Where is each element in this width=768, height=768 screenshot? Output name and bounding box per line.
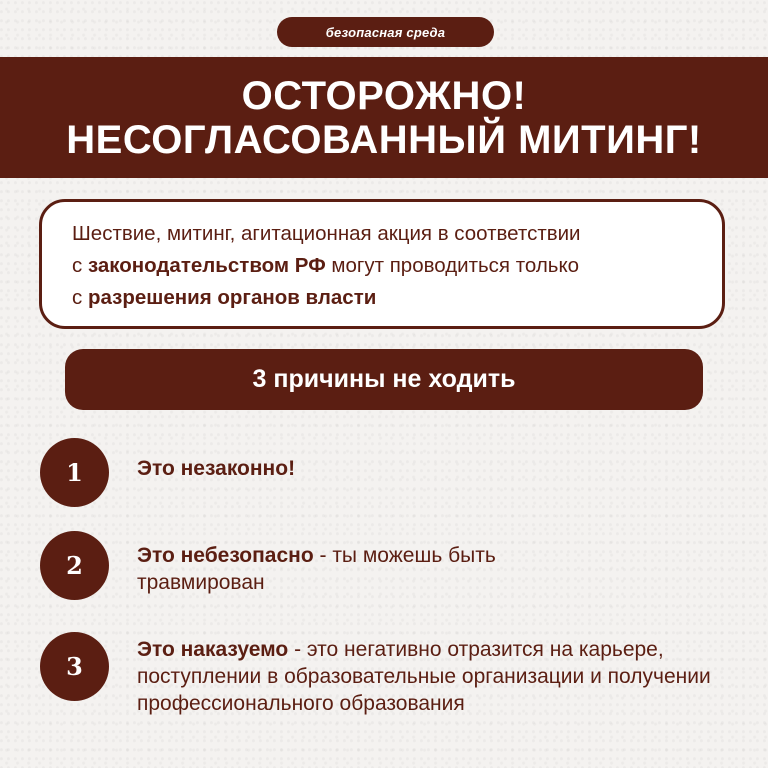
reasons-title-bar [65,349,703,410]
reason-bold: Это наказуемо [137,638,289,661]
info-row-2-prefix: с [72,254,88,277]
info-row-2 [72,250,692,282]
brand-text: безопасная среда [325,24,446,40]
legal-info-box [39,199,725,329]
reason-bold: Это незаконно! [137,457,296,480]
brand-label [277,17,494,47]
reason-number-badge: 3 [40,632,109,701]
warning-header [0,57,768,178]
info-row-3 [72,282,692,314]
reason-detail: - ты можешь быть травмирован [137,544,496,594]
header-line-1: ОСТОРОЖНО! [241,73,527,118]
reason-text [137,455,737,482]
reasons-title: 3 причины не ходить [252,365,516,393]
reason-number-badge: 1 [40,438,109,507]
header-line-2: НЕСОГЛАСОВАННЫЙ МИТИНГ! [66,117,702,162]
reason-bold: Это небезопасно [137,544,314,567]
reason-number-badge: 2 [40,531,109,600]
info-row-2-suffix: могут проводиться только [325,254,580,277]
reason-text [137,542,607,596]
info-row-1: Шествие, митинг, агитационная акция в соответствии [72,222,581,245]
info-row-3-prefix: с [72,286,88,309]
reason-detail: - это негативно отразится на карьере, поступлении в образовательные организации и получении профессионального образования [137,638,711,715]
info-row-2-bold: законодательством РФ [87,254,326,277]
reason-text [137,636,737,717]
info-row-3-bold: разрешения органов власти [87,286,377,309]
